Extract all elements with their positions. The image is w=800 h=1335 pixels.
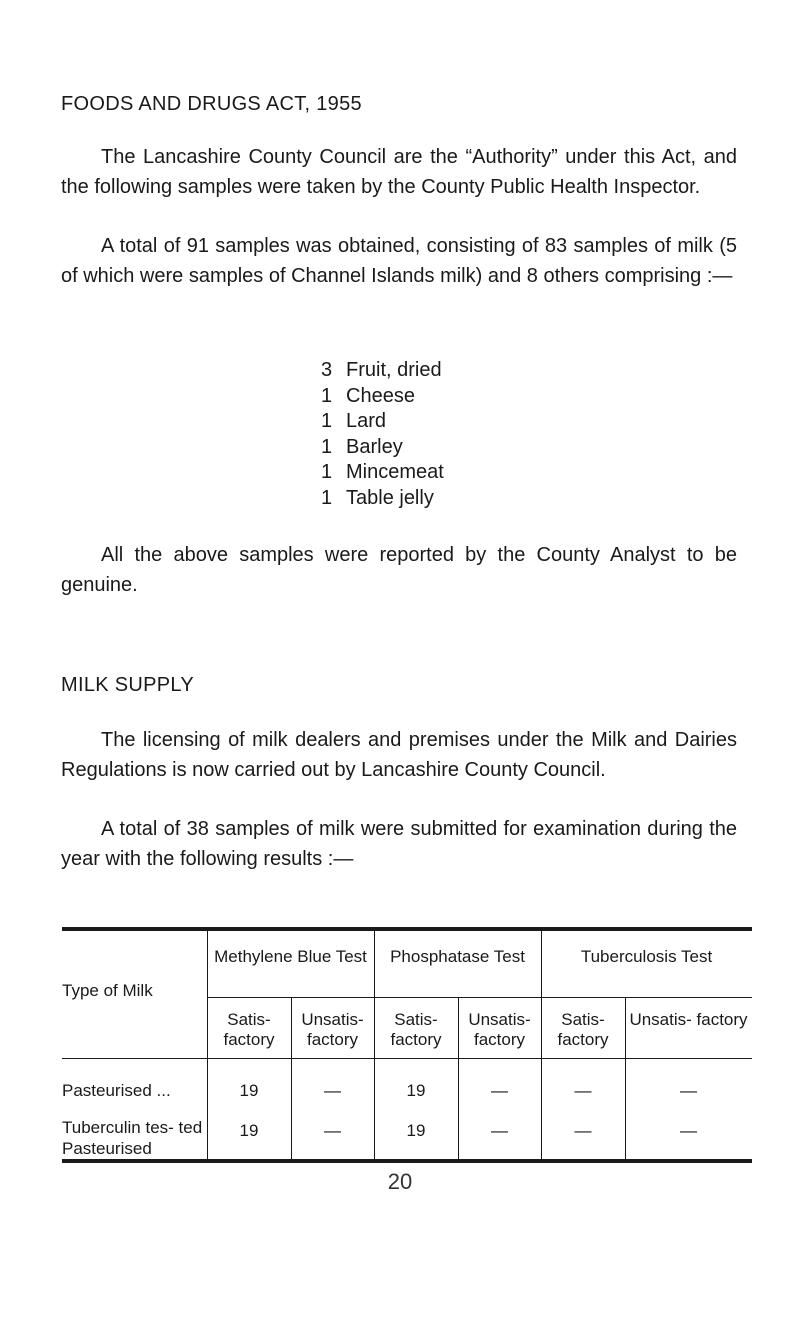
table-cell: 19 bbox=[406, 1081, 426, 1100]
list-item-label: Mincemeat bbox=[346, 461, 444, 483]
table-cell: — bbox=[324, 1121, 341, 1140]
table-cell: — bbox=[574, 1121, 592, 1140]
table-top-rule bbox=[62, 927, 752, 931]
table-cell: — bbox=[574, 1081, 592, 1100]
list-item bbox=[321, 435, 444, 461]
table-cell: — bbox=[491, 1081, 508, 1100]
list-item bbox=[321, 358, 444, 384]
list-item-qty: 1 bbox=[321, 410, 333, 432]
list-item-qty: 1 bbox=[321, 384, 333, 407]
paragraph-genuine: All the above samples were reported by the County Analyst to be genuine. bbox=[61, 544, 737, 596]
table-header-tuberculosis: Tuberculosis Test bbox=[580, 947, 713, 966]
table-header-methylene: Methylene Blue Test bbox=[214, 947, 367, 966]
table-cell: — bbox=[680, 1081, 697, 1100]
table-row-label: Tuberculin tes- ted Pasteurised bbox=[62, 1118, 203, 1158]
table-cell: — bbox=[491, 1121, 508, 1140]
table-cell: 19 bbox=[239, 1121, 259, 1140]
table-cell: — bbox=[680, 1121, 697, 1140]
page-number: 20 bbox=[387, 1169, 413, 1194]
list-item-qty: 1 bbox=[321, 461, 333, 483]
list-item bbox=[321, 460, 444, 486]
list-item-qty: 1 bbox=[321, 486, 333, 509]
table-cell: 19 bbox=[239, 1081, 259, 1100]
table-bottom-rule bbox=[62, 1159, 752, 1163]
list-item bbox=[321, 486, 444, 512]
table-subheader: Unsatis- factory bbox=[629, 1010, 748, 1029]
list-item-label: Cheese bbox=[346, 384, 415, 407]
paragraph-authority: The Lancashire County Council are the “Authority” under this Act, and the following samples were taken by the County Public Health Inspector. bbox=[61, 146, 737, 198]
list-item-label: Lard bbox=[346, 410, 387, 432]
section-heading-milk-supply: MILK SUPPLY bbox=[61, 674, 194, 696]
table-header-rule bbox=[62, 1058, 752, 1059]
list-item-qty: 1 bbox=[321, 435, 333, 458]
section-heading-foods-drugs: FOODS AND DRUGS ACT, 1955 bbox=[61, 93, 362, 115]
table-cell: — bbox=[324, 1081, 341, 1100]
table-subheader: Satis- factory bbox=[223, 1010, 275, 1049]
table-group-rule bbox=[207, 997, 752, 998]
list-item-label: Fruit, dried bbox=[346, 359, 442, 381]
milk-results-table bbox=[62, 927, 752, 1158]
samples-list bbox=[321, 358, 444, 511]
paragraph-licensing: The licensing of milk dealers and premises under the Milk and Dairies Regulations is now carried out by Lancashire County Council. bbox=[61, 729, 737, 781]
list-item bbox=[321, 409, 444, 435]
paragraph-samples-total: A total of 91 samples was obtained, consisting of 83 samples of milk (5 of which were samples of Channel Islands milk) and 8 others comprising :— bbox=[61, 235, 737, 287]
table-row-label: Pasteurised ... bbox=[62, 1081, 171, 1100]
list-item-qty: 3 bbox=[321, 359, 333, 381]
table-subheader: Satis- factory bbox=[390, 1010, 442, 1049]
table-cell: 19 bbox=[406, 1121, 426, 1140]
list-item bbox=[321, 384, 444, 410]
list-item-label: Table jelly bbox=[346, 486, 434, 509]
table-header-type: Type of Milk bbox=[62, 981, 153, 1000]
table-subheader: Unsatis- factory bbox=[468, 1010, 531, 1049]
paragraph-milk-results: A total of 38 samples of milk were submitted for examination during the year with the following results :— bbox=[61, 818, 737, 870]
table-header-phosphatase: Phosphatase Test bbox=[390, 947, 525, 966]
list-item-label: Barley bbox=[346, 435, 403, 458]
table-subheader: Satis- factory bbox=[557, 1010, 609, 1049]
table-subheader: Unsatis- factory bbox=[301, 1010, 364, 1049]
